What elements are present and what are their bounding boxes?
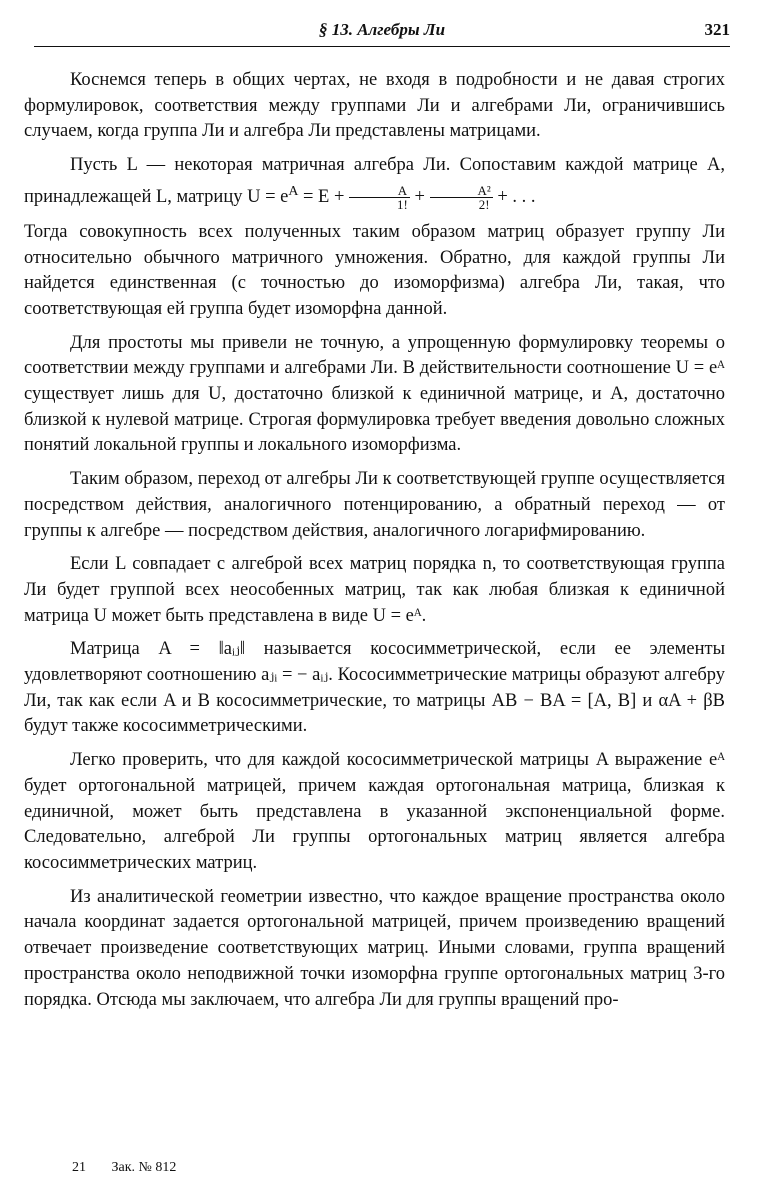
paragraph-9: Из аналитической геометрии известно, что каждое вращение пространства около начала координат задается ортогональной матрицей, причем произведению вращений отвечает произведение соответствующих матриц. Иными словами, группа вращений пространства около неподвижной точки изоморфна группе ортогональных матриц 3-го порядка. Отсюда мы заключаем, что алгебра Ли для группы вращений про- <box>24 886 725 1010</box>
text-body <box>24 68 725 1013</box>
exponent: A <box>288 183 299 199</box>
fraction-2-numerator: A² <box>430 184 493 199</box>
paragraph-2-text-b: = E + <box>298 186 350 207</box>
paragraph-5: Таким образом, переход от алгебры Ли к соответствующей группе осуществляется посредством действия, аналогичного потенцированию, а обратный переход — от группы к алгебре — посредством действия, аналогичного логарифмированию. <box>24 469 725 541</box>
paragraph-3: Тогда совокупность всех полученных таким образом матриц образует группу Ли относительно обычного матричного умножения. Обратно, для каждой группы Ли найдется единственная (с точностью до изоморфизма) алгебра Ли, такая, что соответствующая ей группа будет изоморфна данной. <box>24 221 725 319</box>
fraction-2 <box>430 184 493 212</box>
fraction-1 <box>349 184 410 212</box>
fraction-1-numerator: A <box>349 184 410 199</box>
fraction-2-denominator: 2! <box>478 197 490 213</box>
section-title: § 13. Алгебры Ли <box>318 20 446 39</box>
paragraph-4: Для простоты мы привели не точную, а упрощенную формулировку теоремы о соответствии между группами и алгебрами Ли. В действительности соотношение U = eᴬ существует лишь для U, достаточно близкой к единичной матрице, и A, достаточно близкой к нулевой матрице. Строгая формулировка требует введения довольно сложных понятий локальной группы и локального изоморфизма. <box>24 332 725 456</box>
paragraph-2-text-a: Пусть L — некоторая матричная алгебра Ли. Сопоставим каждой матрице A, принадлежащей L, матрицу U = e <box>24 155 725 207</box>
plus-sign: + <box>409 186 430 207</box>
signature-mark: 21 <box>72 1160 86 1175</box>
paragraph-2-text-c: + . . . <box>492 186 536 207</box>
paragraph-2 <box>24 153 725 212</box>
paragraph-7: Матрица A = ‖aᵢⱼ‖ называется кососимметрической, если ее элементы удовлетворяют соотношению aⱼᵢ = − aᵢⱼ. Кососимметрические матрицы образуют алгебру Ли, так как если A и B кососимметрические, то матрицы AB − BA = [A, B] и αA + βB будут также кососимметрическими. <box>24 639 725 737</box>
order-number: Зак. № 812 <box>111 1160 177 1175</box>
printer-footer <box>72 1160 198 1176</box>
paragraph-6: Если L совпадает с алгеброй всех матриц порядка n, то соответствующая группа Ли будет группой всех неособенных матриц, так как любая близкая к единичной матрица U может быть представлена в виде U = eᴬ. <box>24 554 725 626</box>
page-number: 321 <box>704 20 730 39</box>
running-head <box>34 18 730 47</box>
paragraph-8: Легко проверить, что для каждой кососимметрической матрицы A выражение eᴬ будет ортогональной матрицей, причем каждая ортогональная матрица, близкая к единичной, может быть представлена в указанной экспоненциальной форме. Следовательно, алгеброй Ли группы ортогональных матриц является алгебра кососимметрических матриц. <box>24 750 725 873</box>
paragraph-1: Коснемся теперь в общих чертах, не входя в подробности и не давая строгих формулировок, соответствия между группами Ли и алгебрами Ли, ограничившись случаем, когда группа Ли и алгебра Ли представлены матрицами. <box>24 70 725 142</box>
fraction-1-denominator: 1! <box>397 197 408 213</box>
